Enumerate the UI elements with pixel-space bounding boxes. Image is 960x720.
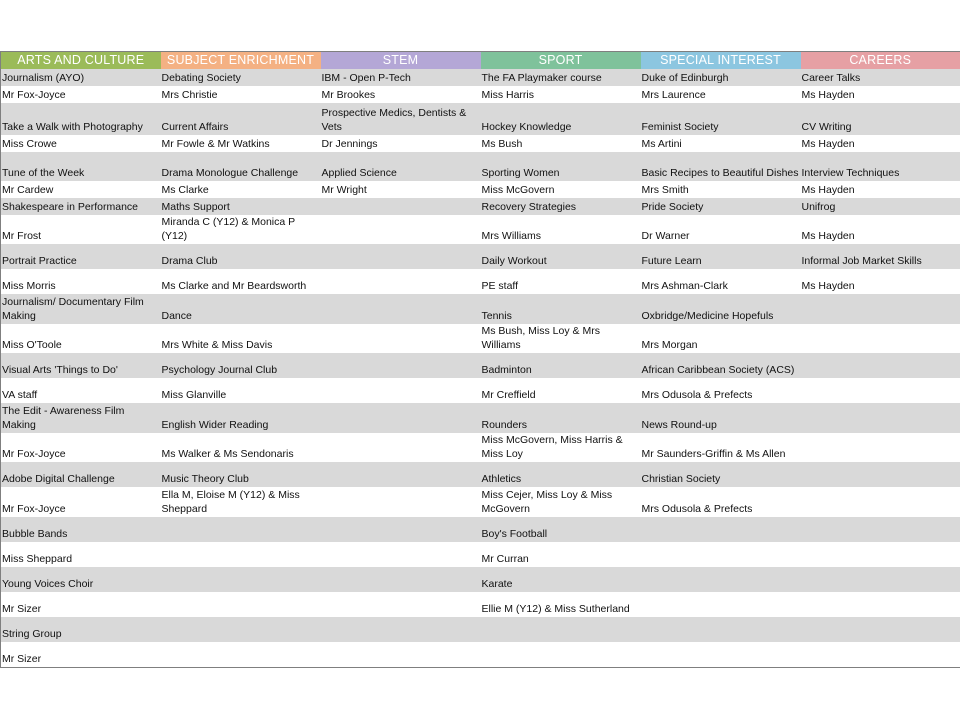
staff-cell <box>801 592 960 617</box>
activity-cell <box>641 567 801 592</box>
staff-row <box>1 378 960 403</box>
staff-cell <box>321 487 481 517</box>
staff-cell: Dr Warner <box>641 215 801 244</box>
staff-cell: Mrs Odusola & Prefects <box>641 487 801 517</box>
staff-cell: Mrs Williams <box>481 215 641 244</box>
activity-cell: Maths Support <box>161 198 321 215</box>
activity-cell: Career Talks <box>801 69 960 86</box>
activity-cell: Current Affairs <box>161 103 321 135</box>
staff-cell: Ms Hayden <box>801 86 960 103</box>
staff-cell <box>321 215 481 244</box>
activity-cell: Basic Recipes to Beautiful Dishes <box>641 152 801 181</box>
staff-cell: Mr Sizer <box>1 642 161 667</box>
activity-row <box>1 152 960 181</box>
header-cell: SUBJECT ENRICHMENT <box>161 52 321 70</box>
staff-cell <box>321 542 481 567</box>
activity-cell <box>801 353 960 378</box>
staff-cell: Mr Cardew <box>1 181 161 198</box>
staff-cell: Mr Creffield <box>481 378 641 403</box>
activity-cell: Adobe Digital Challenge <box>1 462 161 487</box>
header-cell: ARTS AND CULTURE <box>1 52 161 70</box>
activity-cell: Take a Walk with Photography <box>1 103 161 135</box>
activity-cell: CV Writing <box>801 103 960 135</box>
staff-cell: Mrs Christie <box>161 86 321 103</box>
activity-cell: Oxbridge/Medicine Hopefuls <box>641 294 801 324</box>
activity-cell <box>161 617 321 642</box>
activity-row <box>1 103 960 135</box>
activity-cell <box>321 294 481 324</box>
staff-row <box>1 215 960 244</box>
staff-cell: Miss Sheppard <box>1 542 161 567</box>
staff-cell: Miss Morris <box>1 269 161 294</box>
staff-cell: Ellie M (Y12) & Miss Sutherland <box>481 592 641 617</box>
staff-cell: Miss O'Toole <box>1 324 161 353</box>
staff-cell: Mrs Morgan <box>641 324 801 353</box>
activity-cell: Tune of the Week <box>1 152 161 181</box>
staff-row <box>1 181 960 198</box>
staff-cell: Mrs Laurence <box>641 86 801 103</box>
activity-cell: IBM - Open P-Tech <box>321 69 481 86</box>
activity-cell: Karate <box>481 567 641 592</box>
activity-cell: Drama Monologue Challenge <box>161 152 321 181</box>
activity-cell: Recovery Strategies <box>481 198 641 215</box>
staff-cell: Ms Clarke <box>161 181 321 198</box>
staff-cell: Mr Fowle & Mr Watkins <box>161 135 321 152</box>
staff-cell: PE staff <box>481 269 641 294</box>
activity-cell <box>801 294 960 324</box>
activity-cell: Duke of Edinburgh <box>641 69 801 86</box>
staff-cell: Mr Sizer <box>1 592 161 617</box>
activity-cell <box>801 567 960 592</box>
staff-cell <box>801 487 960 517</box>
staff-cell <box>161 642 321 667</box>
staff-cell <box>641 642 801 667</box>
staff-cell: Miss McGovern <box>481 181 641 198</box>
staff-cell: Ella M, Eloise M (Y12) & Miss Sheppard <box>161 487 321 517</box>
activity-cell: Young Voices Choir <box>1 567 161 592</box>
staff-row <box>1 433 960 462</box>
activity-cell <box>321 198 481 215</box>
staff-cell <box>321 378 481 403</box>
staff-cell: Mrs Odusola & Prefects <box>641 378 801 403</box>
activity-cell <box>641 517 801 542</box>
activity-cell: Journalism/ Documentary Film Making <box>1 294 161 324</box>
activity-cell: Journalism (AYO) <box>1 69 161 86</box>
activity-cell <box>321 617 481 642</box>
staff-cell: Ms Clarke and Mr Beardsworth <box>161 269 321 294</box>
staff-row <box>1 135 960 152</box>
activity-row <box>1 567 960 592</box>
staff-cell <box>321 433 481 462</box>
activity-cell <box>321 462 481 487</box>
activity-cell <box>321 517 481 542</box>
activity-cell: Applied Science <box>321 152 481 181</box>
staff-cell: Ms Bush <box>481 135 641 152</box>
staff-cell <box>801 542 960 567</box>
staff-cell <box>161 542 321 567</box>
staff-cell: Mr Frost <box>1 215 161 244</box>
activity-cell: Interview Techniques <box>801 152 960 181</box>
staff-row <box>1 642 960 667</box>
activity-cell: Rounders <box>481 403 641 433</box>
staff-cell: Miss McGovern, Miss Harris & Miss Loy <box>481 433 641 462</box>
activity-cell: Unifrog <box>801 198 960 215</box>
activity-row <box>1 198 960 215</box>
staff-cell: Ms Hayden <box>801 215 960 244</box>
activity-cell: Visual Arts 'Things to Do' <box>1 353 161 378</box>
activity-cell: The FA Playmaker course <box>481 69 641 86</box>
activity-cell: Tennis <box>481 294 641 324</box>
staff-cell: Miss Glanville <box>161 378 321 403</box>
activity-cell: News Round-up <box>641 403 801 433</box>
activity-cell: African Caribbean Society (ACS) <box>641 353 801 378</box>
staff-cell: Ms Hayden <box>801 181 960 198</box>
activity-cell: Drama Club <box>161 244 321 269</box>
activity-cell: Shakespeare in Performance <box>1 198 161 215</box>
activity-cell <box>321 353 481 378</box>
staff-cell: Mr Fox-Joyce <box>1 487 161 517</box>
activity-cell <box>321 403 481 433</box>
activity-row <box>1 517 960 542</box>
staff-cell: Miss Cejer, Miss Loy & Miss McGovern <box>481 487 641 517</box>
activity-cell <box>801 403 960 433</box>
staff-cell <box>321 642 481 667</box>
staff-cell <box>801 378 960 403</box>
activity-cell: Hockey Knowledge <box>481 103 641 135</box>
activity-cell: Daily Workout <box>481 244 641 269</box>
staff-cell: Mrs Ashman-Clark <box>641 269 801 294</box>
activity-row <box>1 294 960 324</box>
activity-cell: Athletics <box>481 462 641 487</box>
staff-row <box>1 542 960 567</box>
activity-cell: English Wider Reading <box>161 403 321 433</box>
staff-cell <box>161 592 321 617</box>
activity-cell: Prospective Medics, Dentists & Vets <box>321 103 481 135</box>
staff-cell: Ms Bush, Miss Loy & Mrs Williams <box>481 324 641 353</box>
header-cell: SPORT <box>481 52 641 70</box>
staff-cell <box>801 642 960 667</box>
staff-cell: Mr Fox-Joyce <box>1 433 161 462</box>
activity-cell: Sporting Women <box>481 152 641 181</box>
staff-cell: Mr Wright <box>321 181 481 198</box>
staff-row <box>1 487 960 517</box>
staff-cell: Mrs Smith <box>641 181 801 198</box>
activity-row <box>1 353 960 378</box>
staff-cell: Mr Saunders-Griffin & Ms Allen <box>641 433 801 462</box>
activity-cell: Feminist Society <box>641 103 801 135</box>
activity-cell: The Edit - Awareness Film Making <box>1 403 161 433</box>
header-cell: STEM <box>321 52 481 70</box>
activity-cell <box>481 617 641 642</box>
staff-cell: Mr Brookes <box>321 86 481 103</box>
activity-cell: Portrait Practice <box>1 244 161 269</box>
activity-cell <box>321 567 481 592</box>
staff-cell: Ms Hayden <box>801 135 960 152</box>
activity-cell: Dance <box>161 294 321 324</box>
staff-cell: Ms Walker & Ms Sendonaris <box>161 433 321 462</box>
activity-cell: Badminton <box>481 353 641 378</box>
activity-cell: Future Learn <box>641 244 801 269</box>
table-body <box>1 69 960 667</box>
staff-cell <box>641 542 801 567</box>
staff-cell: Mr Fox-Joyce <box>1 86 161 103</box>
activity-cell: Bubble Bands <box>1 517 161 542</box>
activity-cell <box>161 567 321 592</box>
staff-row <box>1 269 960 294</box>
activity-cell: Music Theory Club <box>161 462 321 487</box>
header-row <box>1 52 960 70</box>
staff-row <box>1 324 960 353</box>
activity-cell: Christian Society <box>641 462 801 487</box>
header-cell: CAREERS <box>801 52 960 70</box>
staff-cell: VA staff <box>1 378 161 403</box>
staff-cell: Ms Hayden <box>801 269 960 294</box>
activity-cell: Pride Society <box>641 198 801 215</box>
header-cell: SPECIAL INTEREST <box>641 52 801 70</box>
staff-cell <box>321 269 481 294</box>
staff-cell <box>801 324 960 353</box>
activity-row <box>1 462 960 487</box>
enrichment-table <box>0 51 960 668</box>
staff-cell <box>801 433 960 462</box>
activity-row <box>1 244 960 269</box>
staff-cell <box>321 592 481 617</box>
activity-cell: String Group <box>1 617 161 642</box>
staff-cell: Mr Curran <box>481 542 641 567</box>
activity-row <box>1 403 960 433</box>
activity-cell: Psychology Journal Club <box>161 353 321 378</box>
staff-cell: Miss Crowe <box>1 135 161 152</box>
staff-cell: Miss Harris <box>481 86 641 103</box>
staff-cell <box>481 642 641 667</box>
staff-cell <box>321 324 481 353</box>
staff-cell: Ms Artini <box>641 135 801 152</box>
staff-cell: Dr Jennings <box>321 135 481 152</box>
activity-cell <box>801 517 960 542</box>
activity-cell: Debating Society <box>161 69 321 86</box>
staff-row <box>1 592 960 617</box>
activity-cell: Boy's Football <box>481 517 641 542</box>
activity-row <box>1 617 960 642</box>
staff-cell: Mrs White & Miss Davis <box>161 324 321 353</box>
activity-cell <box>321 244 481 269</box>
activity-cell <box>641 617 801 642</box>
activity-cell <box>801 617 960 642</box>
activity-cell <box>801 462 960 487</box>
activity-cell <box>161 517 321 542</box>
staff-cell <box>641 592 801 617</box>
activity-row <box>1 69 960 86</box>
staff-row <box>1 86 960 103</box>
activity-cell: Informal Job Market Skills <box>801 244 960 269</box>
staff-cell: Miranda C (Y12) & Monica P (Y12) <box>161 215 321 244</box>
